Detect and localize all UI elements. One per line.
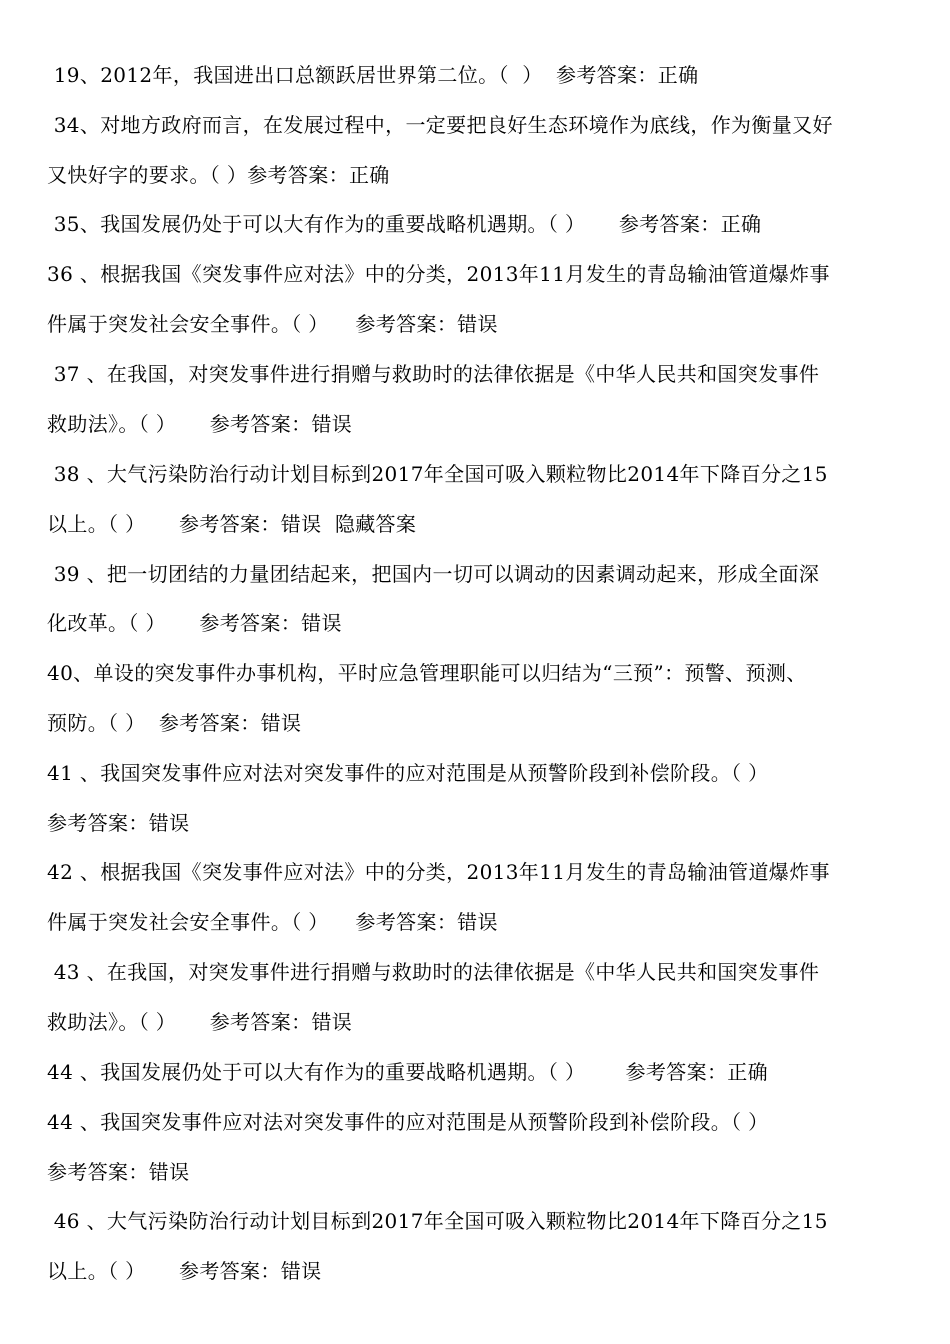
text-line-q44b-part2: 参考答案：错误 [47, 1160, 190, 1184]
text-line-q34-part2: 又快好字的要求。（ ）参考答案：正确 [47, 163, 390, 187]
text-line-q43-part2: 救助法》。（ ） 参考答案：错误 [47, 1010, 353, 1034]
text-line-q41-part2: 参考答案：错误 [47, 811, 190, 835]
text-line-q35: 35、我国发展仍处于可以大有作为的重要战略机遇期。（ ） 参考答案：正确 [47, 212, 762, 236]
text-line-q41-part1: 41 、我国突发事件应对法对突发事件的应对范围是从预警阶段到补偿阶段。（ ） [47, 761, 769, 785]
text-line-q40-part1: 40、单设的突发事件办事机构，平时应急管理职能可以归结为“三预”：预警、预测、 [47, 661, 807, 685]
text-line-q19: 19、2012年，我国进出口总额跃居世界第二位。（ ） 参考答案：正确 [47, 63, 699, 87]
text-line-q39-part1: 39 、把一切团结的力量团结起来，把国内一切可以调动的因素调动起来，形成全面深 [47, 562, 820, 586]
text-line-q36-part2: 件属于突发社会安全事件。（ ） 参考答案：错误 [47, 312, 498, 336]
text-line-q43-part1: 43 、在我国，对突发事件进行捐赠与救助时的法律依据是《中华人民共和国突发事件 [47, 960, 820, 984]
text-line-q39-part2: 化改革。（ ） 参考答案：错误 [47, 611, 342, 635]
text-line-q44b-part1: 44 、我国突发事件应对法对突发事件的应对范围是从预警阶段到补偿阶段。（ ） [47, 1110, 769, 1134]
text-line-q40-part2: 预防。（ ） 参考答案：错误 [47, 711, 302, 735]
text-line-q36-part1: 36 、根据我国《突发事件应对法》中的分类，2013年11月发生的青岛输油管道爆炸事 [47, 262, 830, 286]
text-line-q38-part1: 38 、大气污染防治行动计划目标到2017年全国可吸入颗粒物比2014年下降百分之15 [47, 462, 828, 486]
text-line-q42-part1: 42 、根据我国《突发事件应对法》中的分类，2013年11月发生的青岛输油管道爆炸事 [47, 860, 830, 884]
text-line-q46-part1: 46 、大气污染防治行动计划目标到2017年全国可吸入颗粒物比2014年下降百分之15 [47, 1209, 828, 1233]
text-line-q34-part1: 34、对地方政府而言，在发展过程中，一定要把良好生态环境作为底线，作为衡量又好 [47, 113, 833, 137]
text-line-q44a: 44 、我国发展仍处于可以大有作为的重要战略机遇期。（ ） 参考答案：正确 [47, 1060, 769, 1084]
text-line-q37-part1: 37 、在我国，对突发事件进行捐赠与救助时的法律依据是《中华人民共和国突发事件 [47, 362, 820, 386]
text-line-q38-part2: 以上。（ ） 参考答案：错误 隐藏答案 [47, 512, 417, 536]
text-line-q42-part2: 件属于突发社会安全事件。（ ） 参考答案：错误 [47, 910, 498, 934]
text-line-q37-part2: 救助法》。（ ） 参考答案：错误 [47, 412, 353, 436]
text-line-q46-part2: 以上。（ ） 参考答案：错误 [47, 1259, 322, 1283]
